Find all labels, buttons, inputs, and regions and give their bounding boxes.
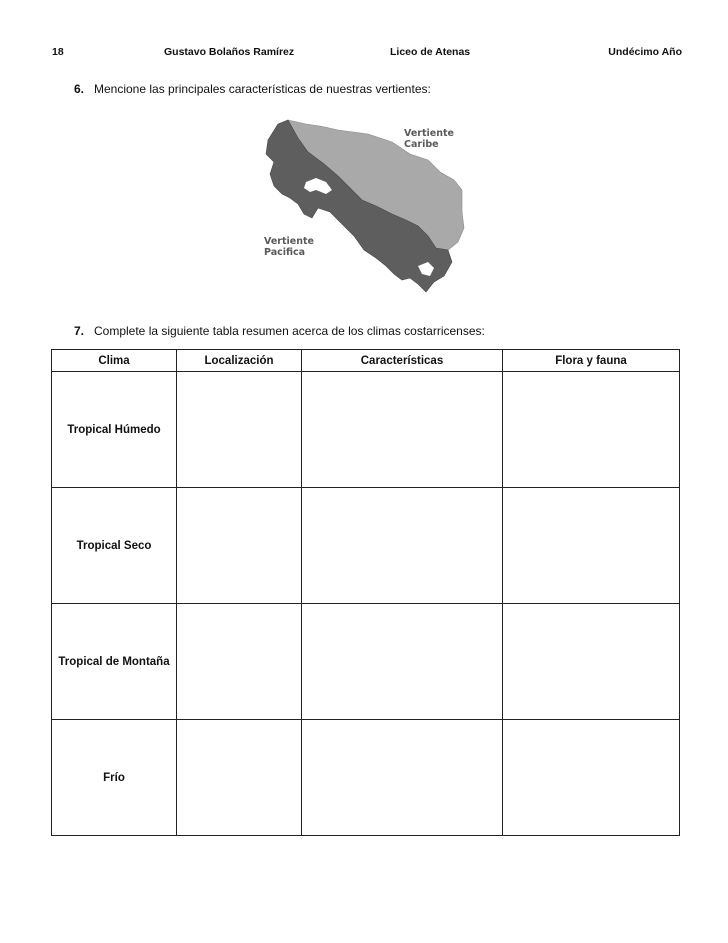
cell-caracteristicas[interactable] <box>302 720 503 836</box>
cell-localizacion[interactable] <box>177 604 302 720</box>
clima-tropical-humedo: Tropical Húmedo <box>52 372 177 488</box>
header-school: Liceo de Atenas <box>390 46 471 58</box>
question-6-number: 6. <box>74 82 85 96</box>
cell-localizacion[interactable] <box>177 372 302 488</box>
question-7 <box>74 324 485 338</box>
cell-localizacion[interactable] <box>177 720 302 836</box>
map-label-caribe-2: Caribe <box>404 139 439 150</box>
page-number: 18 <box>52 46 64 58</box>
question-7-number: 7. <box>74 324 85 338</box>
map-label-pacifica-1: Vertiente <box>264 236 314 247</box>
page-header <box>52 46 682 62</box>
map-label-caribe-1: Vertiente <box>404 128 454 139</box>
cell-caracteristicas[interactable] <box>302 372 503 488</box>
cell-flora-fauna[interactable] <box>503 604 680 720</box>
header-clima: Clima <box>52 350 177 372</box>
cell-flora-fauna[interactable] <box>503 372 680 488</box>
table-row <box>52 720 680 836</box>
map-label-pacifica-2: Pacifica <box>264 247 306 258</box>
climate-summary-table <box>51 349 680 836</box>
costa-rica-watershed-map <box>258 116 472 298</box>
header-flora-fauna: Flora y fauna <box>503 350 680 372</box>
cell-localizacion[interactable] <box>177 488 302 604</box>
question-7-text: Complete la siguiente tabla resumen acerca de los climas costarricenses: <box>94 324 485 338</box>
cell-caracteristicas[interactable] <box>302 488 503 604</box>
table-row <box>52 372 680 488</box>
header-caracteristicas: Características <box>302 350 503 372</box>
table-row <box>52 488 680 604</box>
cell-caracteristicas[interactable] <box>302 604 503 720</box>
cell-flora-fauna[interactable] <box>503 488 680 604</box>
table-header-row <box>52 350 680 372</box>
clima-tropical-seco: Tropical Seco <box>52 488 177 604</box>
header-localizacion: Localización <box>177 350 302 372</box>
question-6-text: Mencione las principales características de nuestras vertientes: <box>94 82 431 96</box>
cell-flora-fauna[interactable] <box>503 720 680 836</box>
table-row <box>52 604 680 720</box>
header-grade: Undécimo Año <box>608 46 682 58</box>
clima-frio: Frío <box>52 720 177 836</box>
question-6 <box>74 82 431 96</box>
header-author: Gustavo Bolaños Ramírez <box>164 46 295 58</box>
clima-tropical-montana: Tropical de Montaña <box>52 604 177 720</box>
map-svg <box>258 116 472 298</box>
